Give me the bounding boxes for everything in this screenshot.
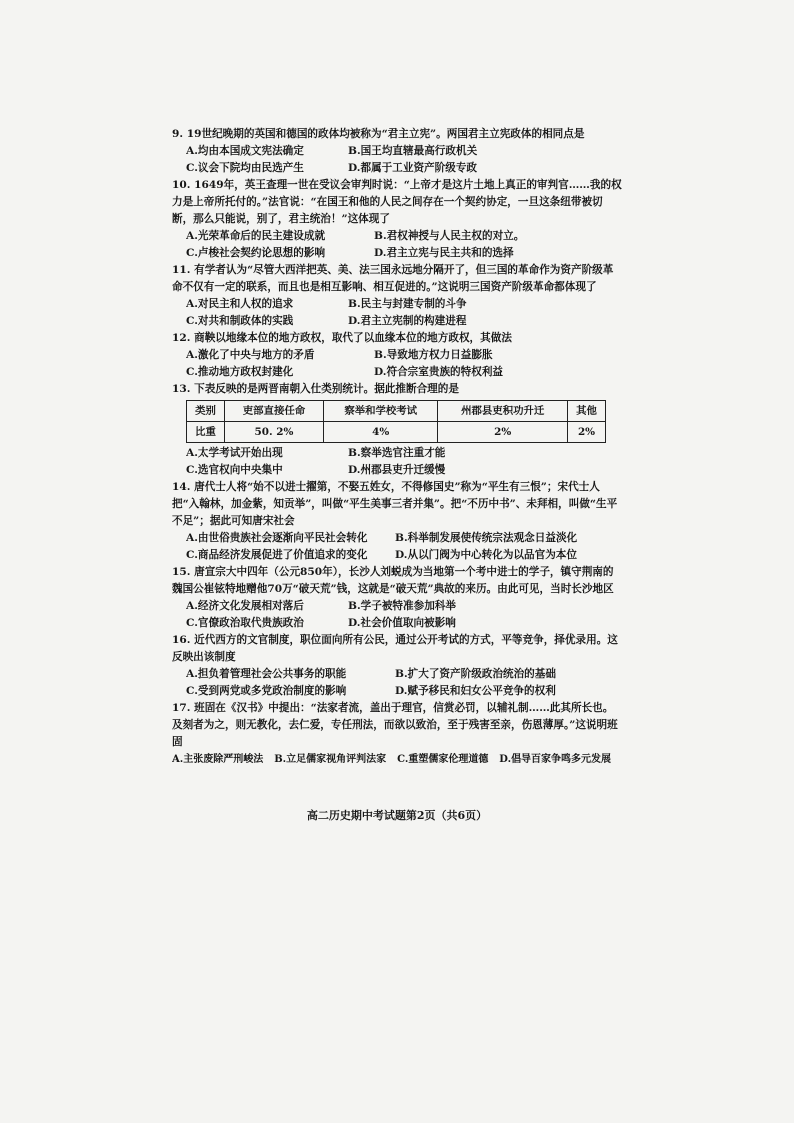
- question-14: [172, 479, 622, 564]
- option-b: B.科举制发展使传统宗法观念日益淡化: [395, 532, 578, 544]
- option-a: A.担负着管理社会公共事务的职能: [186, 668, 347, 680]
- question-stem: 14. 唐代士人将“始不以进士擢第，不娶五姓女，不得修国史”称为“平生有三恨”；宋代士人把“入翰林，加金紫，知贡举”，叫做“平生美事三者并集”。把“不历中书”、未拜相，叫做“生平不足”；据此可知唐宋社会: [172, 481, 618, 527]
- option-b: B.学子被特准参加科举: [348, 600, 456, 612]
- table-row: [187, 422, 606, 443]
- option-c: C.受到两党或多党政治制度的影响: [186, 685, 347, 697]
- question-11: [172, 262, 622, 330]
- question-stem: 10. 1649年，英王查理一世在受议会审判时说：“上帝才是这片土地上真正的审判官……我的权力是上帝所托付的。”法官说：“在国王和他的人民之间存在一个契约协定，一旦这条纽带被切断，那么只能说，别了，君主统治！”这体现了: [172, 179, 622, 225]
- question-list: [172, 126, 622, 768]
- table-cell: 50. 2%: [224, 422, 323, 443]
- option-c: C.卢梭社会契约论思想的影响: [186, 247, 326, 259]
- option-d: D.州郡县吏升迁缓慢: [348, 464, 446, 476]
- table-header-cell: 察举和学校考试: [324, 401, 438, 422]
- table-header-cell: 吏部直接任命: [224, 401, 323, 422]
- question-stem: 16. 近代西方的文官制度，职位面向所有公民，通过公开考试的方式，平等竞争，择优录用。这反映出该制度: [172, 634, 618, 663]
- table-cell: 4%: [324, 422, 438, 443]
- question-stem: 9. 19世纪晚期的英国和德国的政体均被称为“君主立宪”。两国君主立宪政体的相同点是: [172, 128, 585, 140]
- question-17: [172, 700, 622, 768]
- question-15: [172, 564, 622, 632]
- option-b: B.民主与封建专制的斗争: [348, 298, 467, 310]
- question-stem: 11. 有学者认为“尽管大西洋把英、美、法三国永远地分隔开了，但三国的革命作为资产阶级革命不仅有一定的联系，而且也是相互影响、相互促进的。”这说明三国资产阶级革命都体现了: [172, 264, 614, 293]
- question-12: [172, 330, 622, 381]
- question-10: [172, 177, 622, 262]
- option-a: A.太学考试开始出现: [186, 447, 283, 459]
- option-d: D.都属于工业资产阶级专政: [348, 162, 478, 174]
- option-c: C.官僚政治取代贵族政治: [186, 617, 304, 629]
- option-c: C.推动地方政权封建化: [186, 366, 294, 378]
- table-header-cell: 其他: [568, 401, 606, 422]
- option-d: D.君主立宪与民主共和的选择: [374, 247, 514, 259]
- option-d: D.君主立宪制的构建进程: [348, 315, 467, 327]
- table-cell: 2%: [438, 422, 568, 443]
- page-footer: 高二历史期中考试题第2页（共6页）: [306, 809, 488, 822]
- entry-statistics-table: [186, 400, 606, 443]
- option-d: D.倡导百家争鸣多元发展: [499, 754, 612, 765]
- option-d: D.符合宗室贵族的特权利益: [374, 366, 504, 378]
- table-header-row: [187, 401, 606, 422]
- option-d: D.赋予移民和妇女公平竞争的权利: [395, 685, 556, 697]
- option-b: B.察举选官注重才能: [348, 447, 446, 459]
- option-c: C.商品经济发展促进了价值追求的变化: [186, 549, 368, 561]
- option-b: B.立足儒家视角评判法家: [274, 754, 387, 765]
- option-c: C.对共和制政体的实践: [186, 315, 294, 327]
- table-header-cell: 州郡县吏积功升迁: [438, 401, 568, 422]
- question-stem: 15. 唐宣宗大中四年（公元850年），长沙人刘蜕成为当地第一个考中进士的学子，镇守荆南的魏国公崔铉特地赠他70万“破天荒”钱，这就是“破天荒”典故的来历。由此可见，当时长沙地区: [172, 566, 614, 595]
- option-b: B.国王均直辖最高行政机关: [348, 145, 478, 157]
- question-stem: 13. 下表反映的是两晋南朝入仕类别统计。据此推断合理的是: [172, 383, 459, 395]
- option-b: B.君权神授与人民主权的对立。: [374, 230, 525, 242]
- option-a: A.主张废除严刑峻法: [172, 754, 264, 765]
- option-c: C.议会下院均由民选产生: [186, 162, 304, 174]
- table-cell: 2%: [568, 422, 606, 443]
- option-a: A.均由本国成文宪法确定: [186, 145, 304, 157]
- question-16: [172, 632, 622, 700]
- option-a: A.光荣革命后的民主建设成就: [186, 230, 326, 242]
- table-header-cell: 类别: [187, 401, 225, 422]
- option-d: D.从以门阀为中心转化为以品官为本位: [395, 549, 577, 561]
- option-c: C.选官权向中央集中: [186, 464, 283, 476]
- option-a: A.经济文化发展相对落后: [186, 600, 304, 612]
- option-b: B.导致地方权力日益膨胀: [374, 349, 493, 361]
- question-9: [172, 126, 622, 177]
- option-c: C.重塑儒家伦理道德: [397, 754, 489, 765]
- question-stem: 12. 商鞅以地缘本位的地方政权，取代了以血缘本位的地方政权，其做法: [172, 332, 512, 344]
- question-13: [172, 381, 622, 479]
- option-b: B.扩大了资产阶级政治统治的基础: [395, 668, 556, 680]
- option-a: A.对民主和人权的追求: [186, 298, 294, 310]
- table-cell: 比重: [187, 422, 225, 443]
- question-stem: 17. 班固在《汉书》中提出：“法家者流，盖出于理官，信赏必罚，以辅礼制……此其所长也。及刻者为之，则无教化，去仁爱，专任刑法，而欲以致治，至于残害至亲，伤恩薄厚。”这说明班固: [172, 702, 618, 748]
- option-a: A.由世俗贵族社会逐渐向平民社会转化: [186, 532, 368, 544]
- option-a: A.激化了中央与地方的矛盾: [186, 349, 315, 361]
- option-d: D.社会价值取向被影响: [348, 617, 456, 629]
